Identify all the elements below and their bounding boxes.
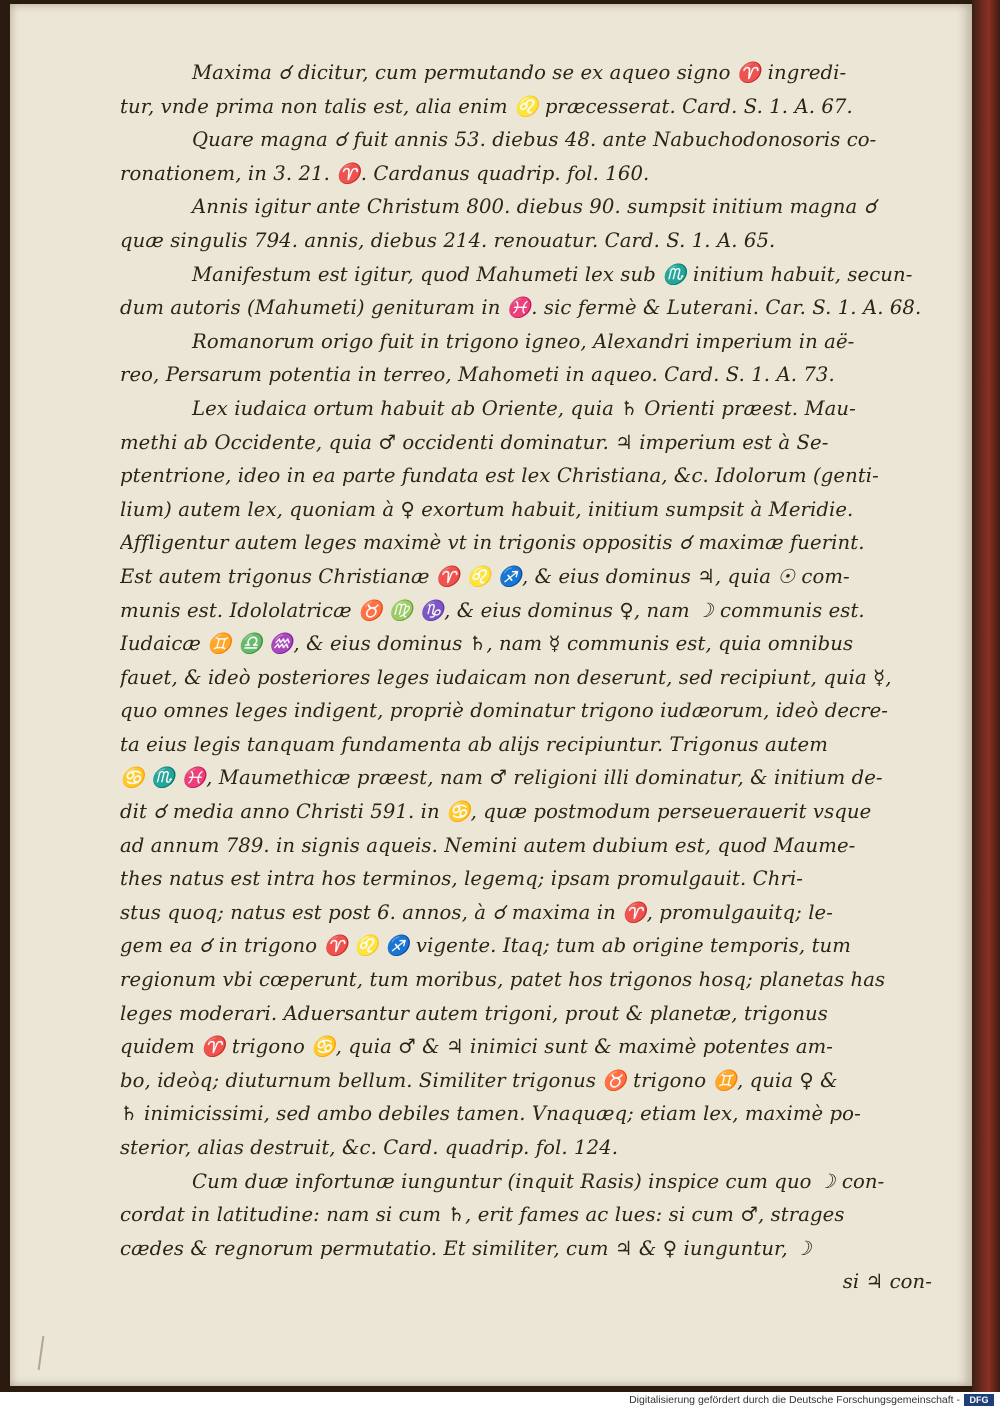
text-line: Annis igitur ante Christum 800. diebus 90. sumpsit initium magna ☌ bbox=[192, 195, 877, 219]
text-line: Maxima ☌ dicitur, cum permutando se ex aqueo signo ♈ ingredi- bbox=[192, 61, 847, 84]
text-line: cædes & regnorum permutatio. Et similiter, cum ♃ & ♀ iunguntur, ☽ bbox=[120, 1236, 812, 1260]
text-line: quidem ♈ trigono ♋, quia ♂ & ♃ inimici sunt & maximè potentes am- bbox=[120, 1035, 834, 1059]
text-line: ta eius legis tanquam fundamenta ab alijs recipiuntur. Trigonus autem bbox=[120, 732, 828, 756]
text-line: Romanorum origo fuit in trigono igneo, Alexandri imperium in aë- bbox=[192, 329, 855, 353]
text-line: ♄ inimicissimi, sed ambo debiles tamen. Vnaquæq; etiam lex, maximè po- bbox=[120, 1102, 861, 1126]
dfg-logo: DFG bbox=[964, 1394, 994, 1406]
text-line: reo, Persarum potentia in terreo, Mahometi in aqueo. Card. S. 1. A. 73. bbox=[120, 363, 835, 387]
text-line: quo omnes leges indigent, propriè dominatur trigono iudæorum, ideò decre- bbox=[120, 699, 888, 723]
text-line: gem ea ☌ in trigono ♈ ♌ ♐ vigente. Itaq; tum ab origine temporis, tum bbox=[120, 934, 851, 958]
text-line: munis est. Idololatricæ ♉ ♍ ♑, & eius dominus ♀, nam ☽ communis est. bbox=[120, 598, 865, 622]
book-spine-edge bbox=[972, 0, 1000, 1392]
footer-credit: Digitalisierung gefördert durch die Deutsche Forschungsgemeinschaft - bbox=[629, 1394, 960, 1406]
text-line: thes natus est intra hos terminos, legemq; ipsam promulgauit. Chri- bbox=[120, 867, 804, 891]
text-line: ptentrione, ideo in ea parte fundata est lex Christiana, &c. Idolorum (genti- bbox=[120, 464, 879, 488]
text-line: regionum vbi cœperunt, tum moribus, patet hos trigonos hosq; planetas has bbox=[120, 968, 886, 992]
text-line: sterior, alias destruit, &c. Card. quadrip. fol. 124. bbox=[120, 1136, 619, 1159]
catchword: si ♃ con- bbox=[842, 1270, 932, 1294]
text-line: Lex iudaica ortum habuit ab Oriente, quia ♄ Orienti præest. Mau- bbox=[192, 396, 856, 420]
text-line: methi ab Occidente, quia ♂ occidenti dominatur. ♃ imperium est à Se- bbox=[120, 430, 829, 454]
text-line: Quare magna ☌ fuit annis 53. diebus 48. ante Nabuchodonosoris co- bbox=[192, 128, 877, 152]
page-text bbox=[120, 56, 942, 1299]
text-line: ad annum 789. in signis aqueis. Nemini autem dubium est, quod Maume- bbox=[120, 833, 856, 857]
text-line: fauet, & ideò posteriores leges iudaicam non deserunt, sed recipiunt, quia ☿, bbox=[120, 665, 892, 689]
text-line: quæ singulis 794. annis, diebus 214. renouatur. Card. S. 1. A. 65. bbox=[120, 228, 776, 252]
text-line: lium) autem lex, quoniam à ♀ exortum habuit, initium sumpsit à Meridie. bbox=[120, 497, 854, 521]
text-line: bo, ideòq; diuturnum bellum. Similiter trigonus ♉ trigono ♊, quia ♀ & bbox=[120, 1068, 838, 1092]
text-line: tur, vnde prima non talis est, alia enim ♌ præcesserat. Card. S. 1. A. 67. bbox=[120, 94, 853, 118]
text-line: Manifestum est igitur, quod Mahumeti lex sub ♏ initium habuit, secun- bbox=[192, 262, 913, 286]
text-line: Iudaicæ ♊ ♎ ♒, & eius dominus ♄, nam ☿ communis est, quia omnibus bbox=[120, 632, 854, 656]
text-line: ronationem, in 3. 21. ♈. Cardanus quadrip. fol. 160. bbox=[120, 161, 650, 185]
text-line: Affligentur autem leges maximè vt in trigonis oppositis ☌ maximæ fuerint. bbox=[120, 531, 865, 555]
margin-pencil-mark bbox=[38, 1336, 45, 1370]
text-line: cordat in latitudine: nam si cum ♄, erit fames ac lues: si cum ♂, strages bbox=[120, 1203, 845, 1227]
text-line: Cum duæ infortunæ iunguntur (inquit Rasis) inspice cum quo ☽ con- bbox=[192, 1169, 885, 1193]
text-line: leges moderari. Aduersantur autem trigoni, prout & planetæ, trigonus bbox=[120, 1001, 828, 1025]
text-line: ♋ ♏ ♓, Maumethicæ præest, nam ♂ religioni illi dominatur, & initium de- bbox=[120, 766, 883, 790]
text-line: dit ☌ media anno Christi 591. in ♋, quæ postmodum perseuerauerit vsque bbox=[120, 800, 872, 824]
text-line: Est autem trigonus Christianæ ♈ ♌ ♐, & eius dominus ♃, quia ☉ com- bbox=[120, 564, 850, 588]
text-line: stus quoq; natus est post 6. annos, à ☌ maxima in ♈, promulgauitq; le- bbox=[120, 900, 833, 924]
text-line: dum autoris (Mahumeti) genituram in ♓. sic fermè & Luterani. Car. S. 1. A. 68. bbox=[120, 296, 922, 320]
book-page bbox=[10, 4, 972, 1386]
